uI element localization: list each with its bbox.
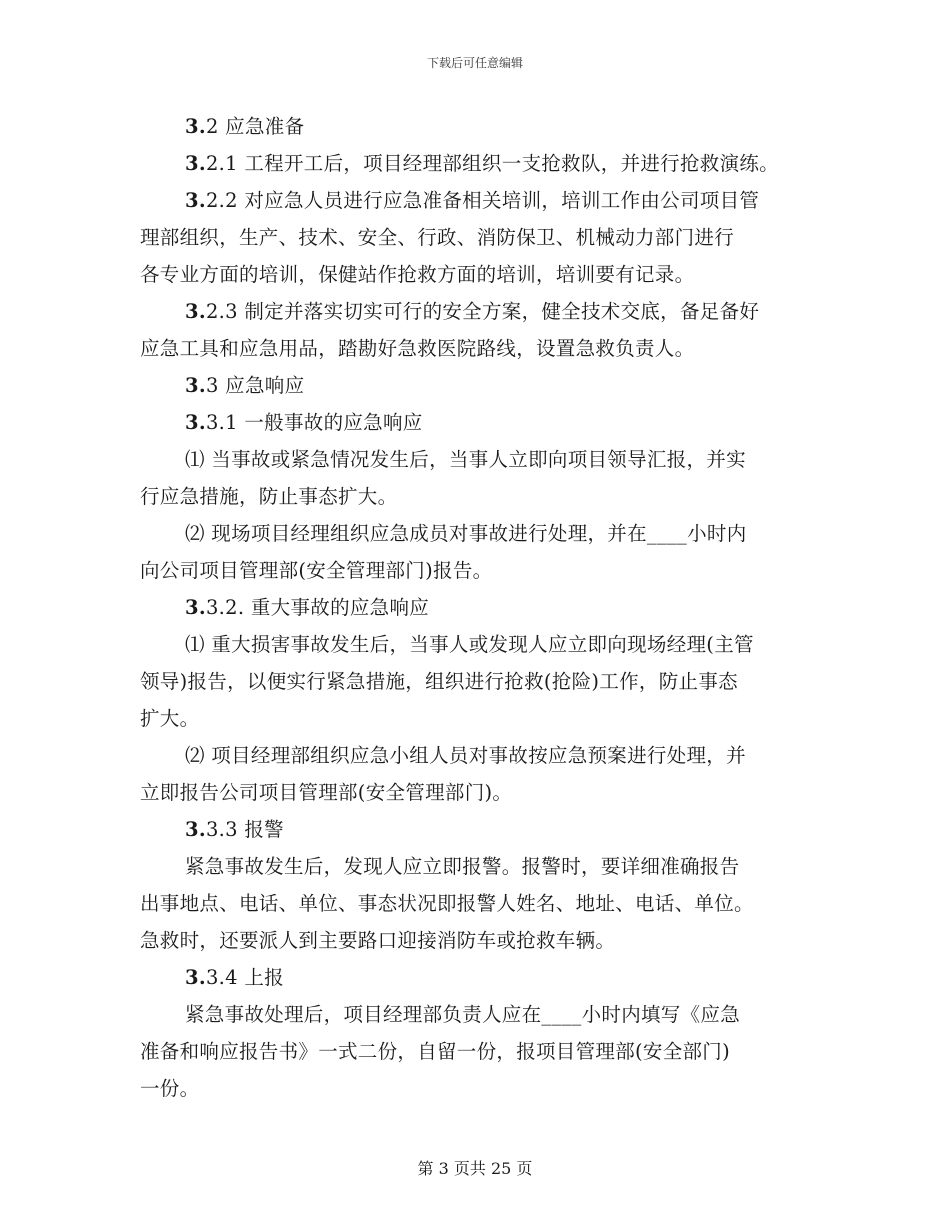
line-text: 立即报告公司项目管理部(安全管理部门)。 [140,781,513,804]
text-line [140,811,820,848]
text-line [140,330,820,367]
line-text: 3 应急响应 [205,374,305,397]
line-text: 行应急措施，防止事态扩大。 [140,485,398,508]
text-line [140,293,820,330]
line-text: 3.4 上报 [205,966,284,989]
line-text: 各专业方面的培训，保健站作抢救方面的培训，培训要有记录。 [140,263,695,286]
text-line [140,848,820,885]
line-text: ⑴ 当事故或紧急情况发生后，当事人立即向项目领导汇报，并实 [185,448,746,471]
text-line [140,256,820,293]
line-text: 准备和响应报告书》一式二份，自留一份，报项目管理部(安全部门) [140,1040,731,1063]
section-number: 3. [185,596,206,619]
text-line [140,219,820,256]
section-number: 3. [185,300,206,323]
text-line [140,182,820,219]
text-line [140,663,820,700]
section-number: 3. [185,818,206,841]
text-line [140,145,820,182]
page-number: 第 3 页共 25 页 [417,1159,533,1178]
text-line [140,367,820,404]
line-text: 3.3 报警 [205,818,284,841]
text-line [140,441,820,478]
line-text: 2.1 工程开工后，项目经理部组织一支抢救队，并进行抢救演练。 [205,152,779,175]
line-text: 2.3 制定并落实切实可行的安全方案，健全技术交底，备足备好 [205,300,760,323]
section-number: 3. [185,115,206,138]
line-text: 紧急事故发生后，发现人应立即报警。报警时，要详细准确报告 [185,855,740,878]
line-text: 理部组织，生产、技术、安全、行政、消防保卫、机械动力部门进行 [140,226,735,249]
line-text: 一份。 [140,1077,200,1100]
text-line [140,700,820,737]
text-line [140,737,820,774]
text-line [140,478,820,515]
section-number: 3. [185,411,206,434]
text-line [140,1033,820,1070]
line-text: ⑴ 重大损害事故发生后，当事人或发现人应立即向现场经理(主管 [185,633,754,656]
line-text: 领导)报告，以便实行紧急措施，组织进行抢救(抢险)工作，防止事态 [140,670,738,693]
text-line [140,996,820,1033]
text-line [140,885,820,922]
text-line [140,589,820,626]
line-text: 紧急事故处理后，项目经理部负责人应在____小时内填写《应急 [185,1003,740,1026]
section-number: 3. [185,966,206,989]
line-text: 向公司项目管理部(安全管理部门)报告。 [140,559,493,582]
text-line [140,552,820,589]
line-text: 3.1 一般事故的应急响应 [205,411,423,434]
section-number: 3. [185,374,206,397]
document-body [140,108,820,1107]
section-number: 3. [185,152,206,175]
text-line [140,1070,820,1107]
text-line [140,108,820,145]
text-line [140,922,820,959]
text-line [140,774,820,811]
line-text: 急救时，还要派人到主要路口迎接消防车或抢救车辆。 [140,929,616,952]
text-line [140,626,820,663]
line-text: 3.2. 重大事故的应急响应 [205,596,430,619]
line-text: ⑵ 项目经理部组织应急小组人员对事故按应急预案进行处理，并 [185,744,746,767]
line-text: 应急工具和应急用品，踏勘好急救医院路线，设置急救负责人。 [140,337,695,360]
text-line [140,404,820,441]
page-header: 下载后可任意编辑 [426,56,523,70]
line-text: 出事地点、电话、单位、事态状况即报警人姓名、地址、电话、单位。 [140,892,754,915]
line-text: 2.2 对应急人员进行应急准备相关培训，培训工作由公司项目管 [205,189,760,212]
line-text: 2 应急准备 [205,115,305,138]
text-line [140,515,820,552]
text-line [140,959,820,996]
section-number: 3. [185,189,206,212]
line-text: ⑵ 现场项目经理组织应急成员对事故进行处理，并在____小时内 [185,522,747,545]
line-text: 扩大。 [140,707,200,730]
